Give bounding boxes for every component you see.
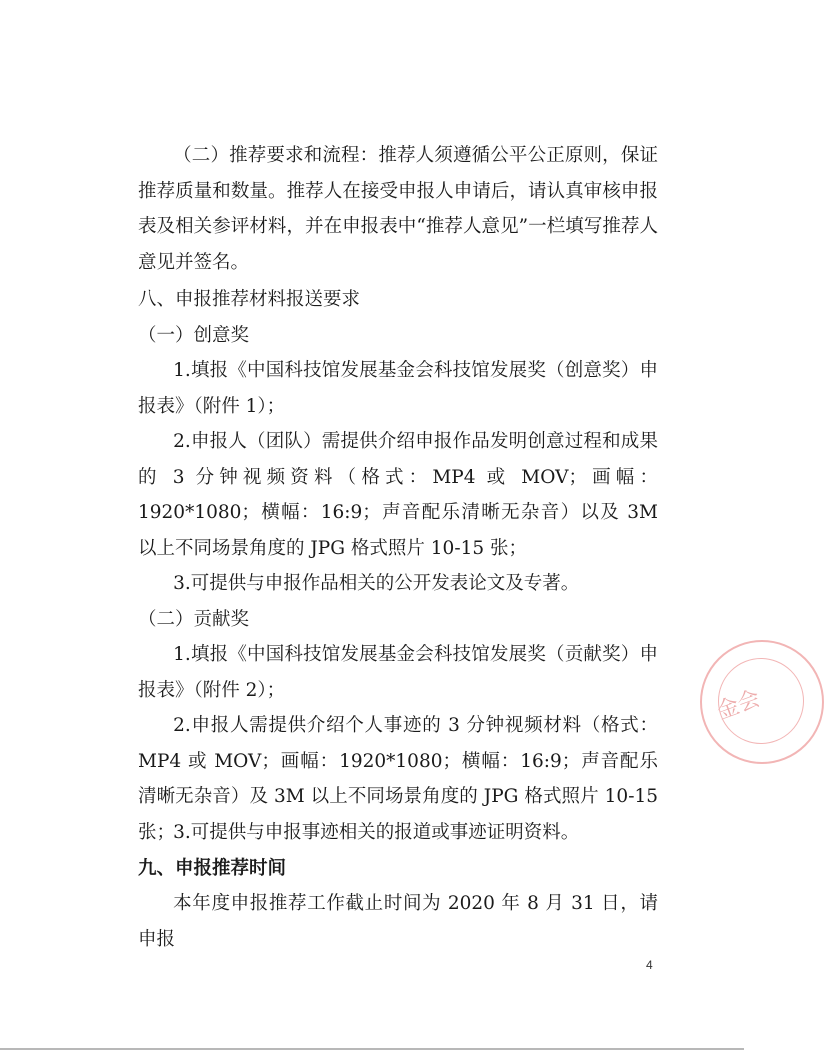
paragraph-contribution-item-2: 2.申报人需提供介绍个人事迹的 3 分钟视频材料（格式：MP4 或 MOV；画幅：1920*1080；横幅：16:9；声音配乐清晰无杂音）及 3M 以上不同场景角度的 JPG 格式照片 10-15 张； (138, 715, 658, 843)
paragraph-contribution-item-3: 3.可提供与申报事迹相关的报道或事迹证明资料。 (173, 822, 580, 843)
paragraph-creative-item-3: 3.可提供与申报作品相关的公开发表论文及专著。 (173, 573, 580, 594)
paragraph-creative-item-1: 1.填报《中国科技馆发展基金会科技馆发展奖（创意奖）申报表》（附件 1）； (138, 360, 658, 417)
paragraph-recommendation-process: （二）推荐要求和流程：推荐人须遵循公平公正原则，保证推荐质量和数量。推荐人在接受申报人申请后，请认真审核申报表及相关参评材料，并在申报表中“推荐人意见”一栏填写推荐人意见并签名。 (138, 145, 658, 273)
paragraph-creative-item-2: 2.申报人（团队）需提供介绍申报作品发明创意过程和成果的 3 分钟视频资料（格式：MP4 或 MOV；画幅：1920*1080；横幅：16:9；声音配乐清晰无杂音）以及 3M 以上不同场景角度的 JPG 格式照片 10-15 张； (138, 431, 658, 559)
paragraph-deadline: 本年度申报推荐工作截止时间为 2020 年 8 月 31 日，请申报 (138, 893, 658, 950)
subsection-heading-creative-award: （一）创意奖 (138, 325, 250, 346)
page-bottom-edge (0, 1048, 744, 1050)
section-heading-8: 八、申报推荐材料报送要求 (138, 289, 361, 310)
red-seal-stamp (700, 640, 824, 764)
subsection-heading-contribution-award: （二）贡献奖 (138, 609, 250, 630)
page-number: 4 (646, 958, 653, 972)
section-heading-9: 九、申报推荐时间 (138, 858, 287, 879)
paragraph-contribution-item-1: 1.填报《中国科技馆发展基金会科技馆发展奖（贡献奖）申报表》（附件 2）； (138, 644, 658, 701)
seal-text: 金会 (713, 686, 764, 725)
